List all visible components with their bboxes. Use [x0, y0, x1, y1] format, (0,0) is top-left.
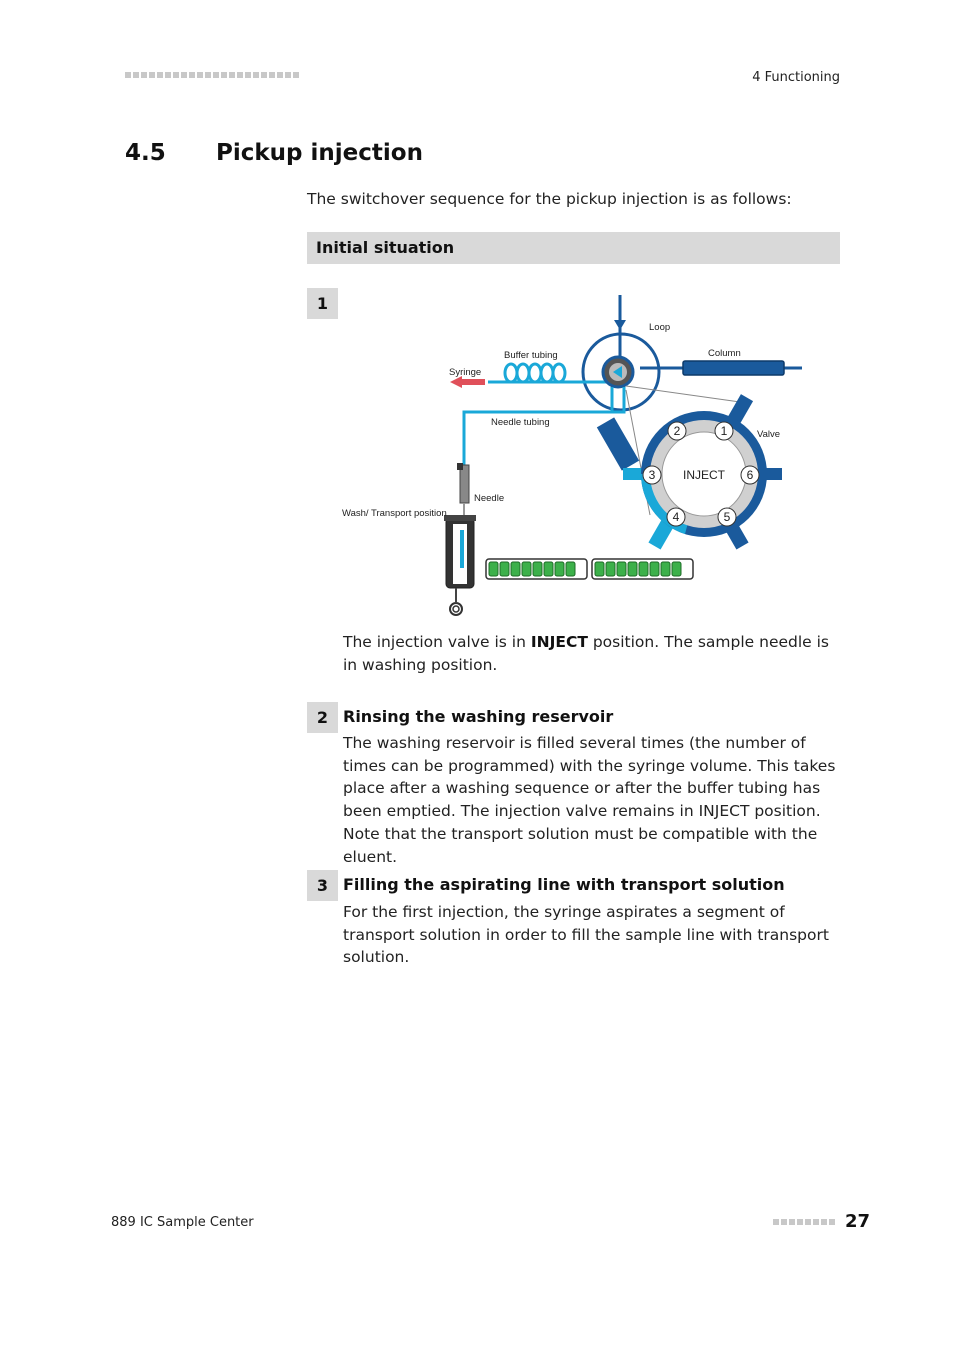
decoration-dot [229, 72, 235, 78]
section-title [125, 140, 423, 166]
decoration-dot [789, 1219, 795, 1225]
decoration-dot [781, 1219, 787, 1225]
syringe-label: Syringe [449, 367, 482, 378]
step-number-1: 1 [307, 288, 338, 319]
decoration-dot [141, 72, 147, 78]
page-number: 27 [845, 1211, 871, 1232]
decoration-dot [205, 72, 211, 78]
zoom-line-top [626, 386, 740, 402]
section-number: 4.5 [125, 140, 166, 166]
port-3-label: 3 [648, 468, 656, 482]
decoration-dot [189, 72, 195, 78]
decoration-dot [133, 72, 139, 78]
decoration-dot [797, 1219, 803, 1225]
decoration-dot [813, 1219, 819, 1225]
needle-body [460, 465, 469, 503]
needle-tubing-label: Needle tubing [491, 417, 550, 428]
header-chapter: 4 Functioning [752, 70, 840, 85]
needle-clamp [457, 463, 463, 470]
wash-position-label: Wash/ Transport position [342, 508, 447, 519]
decoration-dot [285, 72, 291, 78]
wash-reservoir [444, 515, 476, 615]
sample-rack-right [592, 559, 693, 579]
decoration-dot [181, 72, 187, 78]
intro-text: The switchover sequence for the pickup injection is as follows: [307, 190, 792, 208]
decoration-dot [165, 72, 171, 78]
valve-label: Valve [757, 429, 781, 440]
decoration-dot [277, 72, 283, 78]
decoration-dot [245, 72, 251, 78]
step-number-3: 3 [307, 870, 338, 901]
buffer-tubing-label: Buffer tubing [504, 350, 558, 361]
port-4-label: 4 [672, 510, 680, 524]
header-decoration [125, 72, 299, 80]
decoration-dot [805, 1219, 811, 1225]
loop-label: Loop [649, 322, 671, 333]
sample-rack-left [486, 559, 587, 579]
step-1-text: The injection valve is in INJECT position. The sample needle is in washing position. [343, 633, 830, 674]
port-6-label: 6 [746, 468, 754, 482]
section-title-text: Pickup injection [216, 140, 423, 166]
decoration-dot [821, 1219, 827, 1225]
decoration-dot [173, 72, 179, 78]
subheading-text: Initial situation [316, 238, 455, 257]
decoration-dot [213, 72, 219, 78]
decoration-dot [237, 72, 243, 78]
port-1-label: 1 [720, 424, 728, 438]
decoration-dot [773, 1219, 779, 1225]
column-body [683, 361, 784, 375]
port-5-label: 5 [723, 510, 731, 524]
decoration-dot [125, 72, 131, 78]
port-2-label: 2 [673, 424, 681, 438]
decoration-dot [269, 72, 275, 78]
valve-state-label: INJECT [683, 468, 725, 482]
step-3-title: Filling the aspirating line with transport solution [343, 875, 785, 894]
step-number-2: 2 [307, 702, 338, 733]
decoration-dot [829, 1219, 835, 1225]
step-2-text: The washing reservoir is filled several times (the number of times can be programmed) with the syringe volume. This takes place after a washing sequence or after the buffer tubing has been emptied. The injection valve remains in INJECT position. Note that the transport solution must be compatible with the eluent. [343, 734, 836, 866]
step-2-title: Rinsing the washing reservoir [343, 707, 614, 726]
pickup-injection-diagram [340, 290, 810, 625]
needle-label: Needle [474, 493, 505, 504]
footer-product: 889 IC Sample Center [111, 1215, 254, 1230]
eluent-arrow-icon [614, 320, 626, 330]
footer-decoration [773, 1219, 835, 1225]
decoration-dot [261, 72, 267, 78]
decoration-dot [197, 72, 203, 78]
decoration-dot [157, 72, 163, 78]
decoration-dot [221, 72, 227, 78]
column-label: Column [708, 348, 741, 359]
step-3-text: For the first injection, the syringe aspirates a segment of transport solution in order to fill the sample line with transport solution. [343, 903, 829, 967]
buffer-coil [505, 364, 565, 382]
decoration-dot [149, 72, 155, 78]
subheading-bar [307, 232, 840, 264]
decoration-dot [293, 72, 299, 78]
decoration-dot [253, 72, 259, 78]
inject-keyword: INJECT [530, 633, 588, 651]
